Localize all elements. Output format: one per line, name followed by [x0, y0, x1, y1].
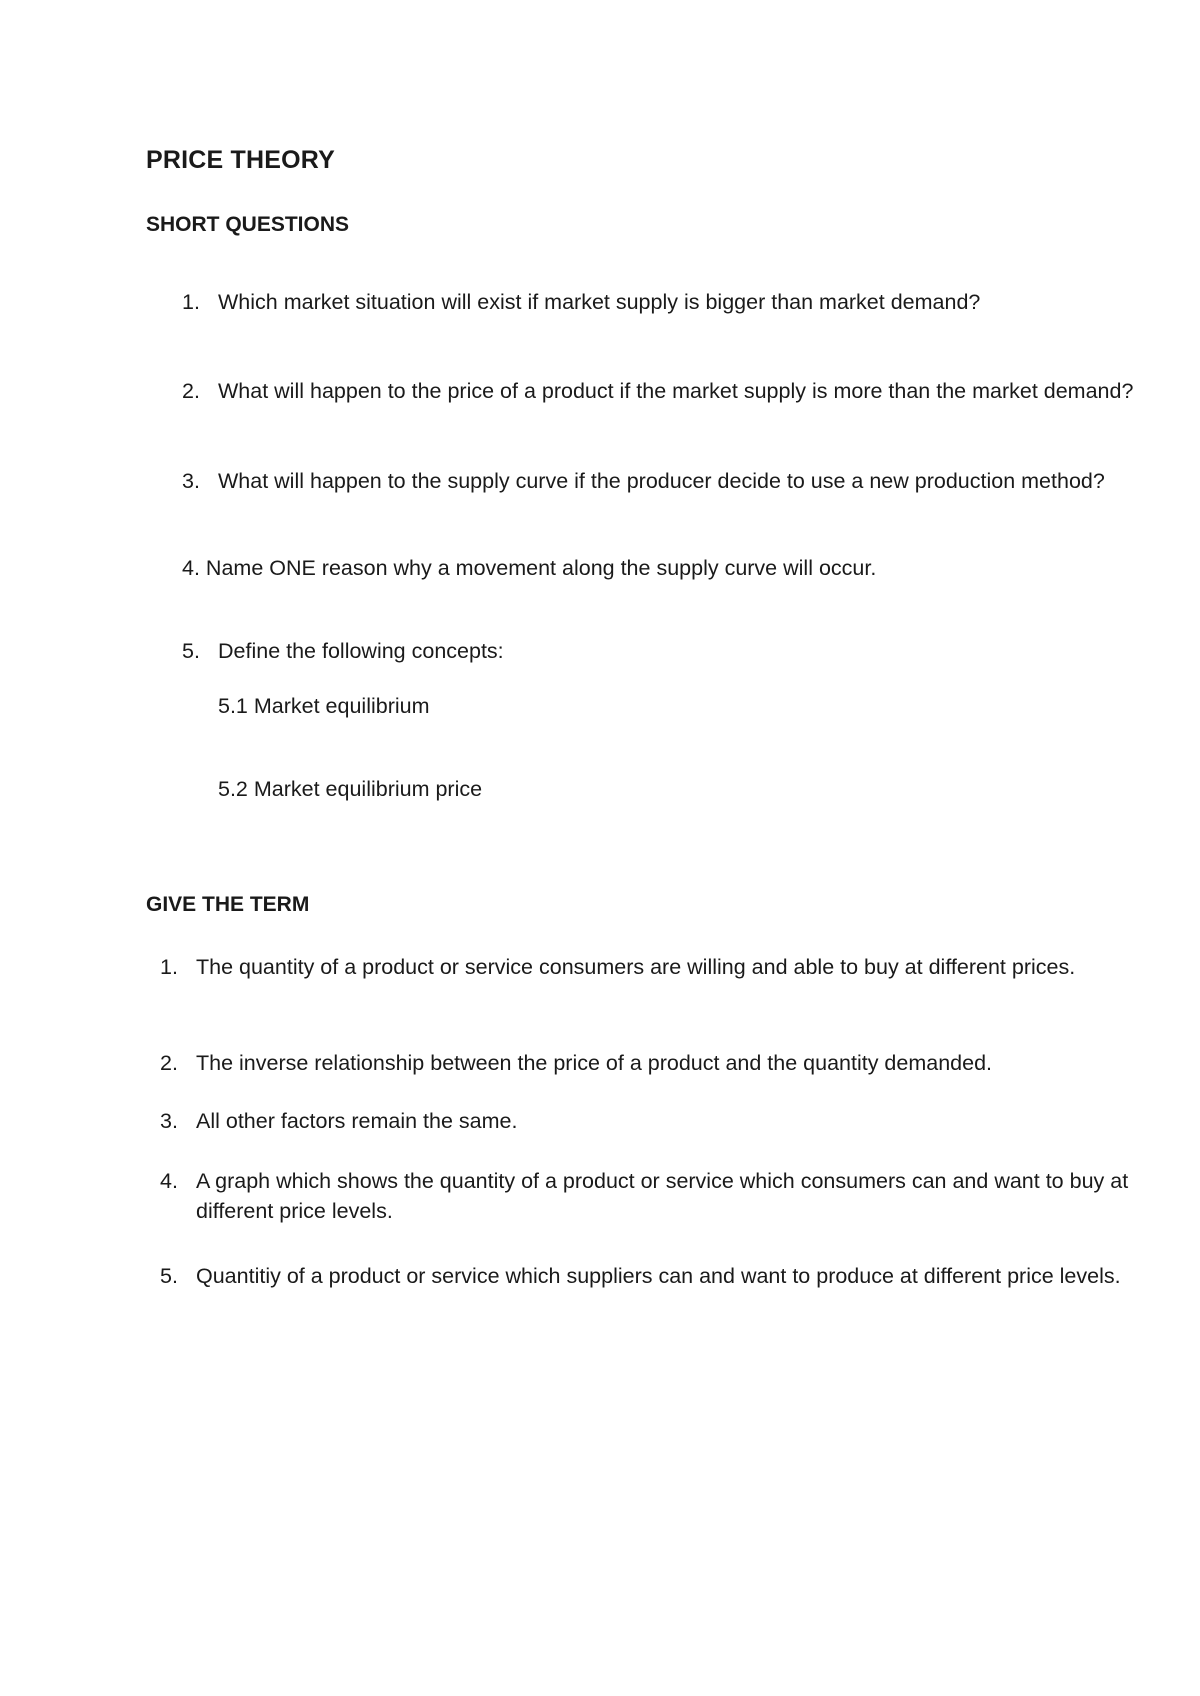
short-question-subitem-5-1 — [218, 691, 1118, 721]
item-number: 2. — [160, 1051, 178, 1075]
item-text: All other factors remain the same. — [196, 1109, 518, 1133]
short-question-subitem-5-2 — [218, 774, 1118, 804]
short-question-item-3 — [182, 466, 1152, 496]
item-text: Quantitiy of a product or service which suppliers can and want to produce at different price levels. — [196, 1264, 1121, 1288]
term-item-5 — [160, 1261, 1130, 1291]
item-text — [182, 553, 1152, 583]
item-text: The quantity of a product or service consumers are willing and able to buy at different prices. — [196, 955, 1076, 979]
term-item-1 — [160, 952, 1130, 982]
short-question-item-5 — [182, 636, 1152, 666]
item-text: Which market situation will exist if market supply is bigger than market demand? — [218, 290, 981, 314]
item-text: Define the following concepts: — [218, 639, 504, 663]
item-text: What will happen to the price of a product if the market supply is more than the market demand? — [218, 379, 1134, 403]
subitem-text: 5.2 Market equilibrium price — [218, 777, 483, 801]
term-item-2 — [160, 1048, 1150, 1078]
document-title: PRICE THEORY — [146, 146, 335, 174]
item-number: 4. — [160, 1169, 178, 1193]
item-number: 5. — [182, 639, 200, 663]
term-item-4 — [160, 1166, 1130, 1226]
item-number: 2. — [182, 379, 200, 403]
subitem-text: 5.1 Market equilibrium — [218, 694, 430, 718]
item-number: 3. — [160, 1109, 178, 1133]
short-question-item-1 — [182, 287, 1152, 317]
term-item-3 — [160, 1106, 1130, 1136]
item-number: 4. — [182, 556, 200, 580]
item-number: 5. — [160, 1264, 178, 1288]
item-text: The inverse relationship between the price of a product and the quantity demanded. — [196, 1051, 993, 1075]
item-text: A graph which shows the quantity of a product or service which consumers can and want to buy at different price levels. — [196, 1169, 1129, 1223]
item-text: What will happen to the supply curve if the producer decide to use a new production method? — [218, 469, 1105, 493]
give-the-term-heading: GIVE THE TERM — [146, 893, 310, 916]
item-number: 3. — [182, 469, 200, 493]
item-number: 1. — [160, 955, 178, 979]
short-question-item-4 — [182, 553, 1152, 583]
short-questions-heading: SHORT QUESTIONS — [146, 213, 350, 236]
item-number: 1. — [182, 290, 200, 314]
short-question-item-2 — [182, 376, 1152, 406]
item-body: Name ONE reason why a movement along the supply curve will occur. — [205, 556, 877, 580]
